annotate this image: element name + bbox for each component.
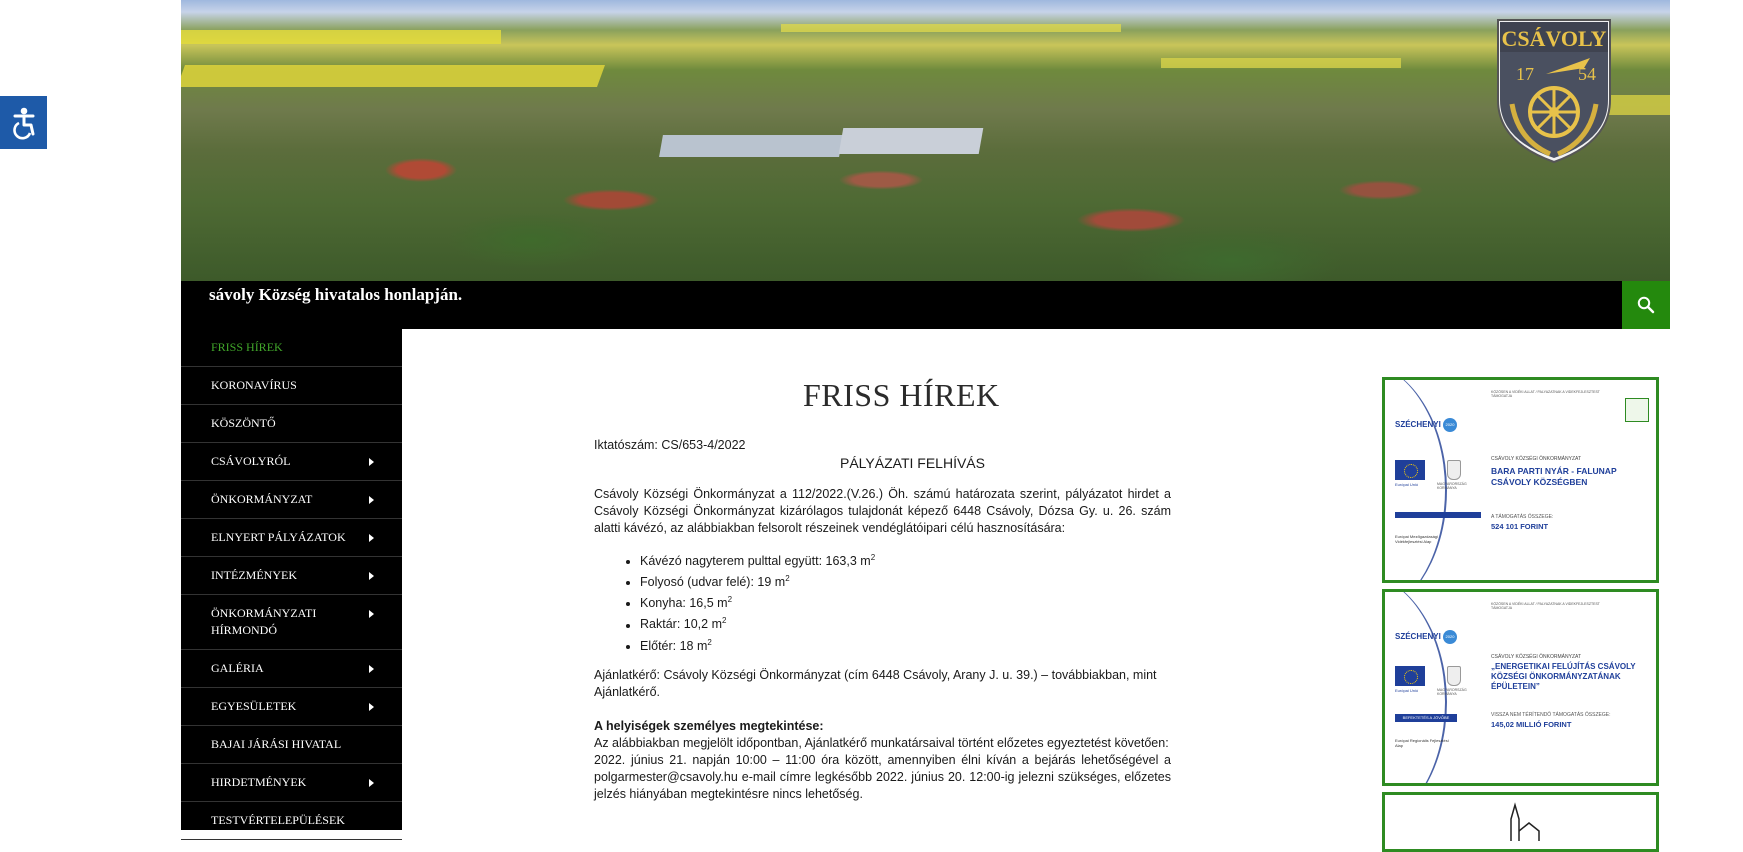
church-icon <box>1491 801 1551 841</box>
nav-item-bajai-jarasi-hivatal[interactable] <box>181 726 402 764</box>
szechenyi-badge: 2020 <box>1443 630 1457 644</box>
hungary-government-label: MAGYARORSZÁG KORMÁNYA <box>1437 482 1467 490</box>
poster-top-note: KÖZÖSEN A VIDÉKI ALLAT / PALYAZATNAK A VIDEKFEJLESZTEST TÁMOGATJA <box>1491 602 1600 610</box>
nav-item-label: CSÁVOLYRÓL <box>211 454 291 468</box>
submenu-arrow-icon <box>369 665 374 673</box>
szechenyi-brand: SZÉCHENYI <box>1395 420 1441 429</box>
main-content <box>402 329 1377 830</box>
list-item: • Kávézó nagyterem pulttal együtt: 163,3 $m^2$ <box>640 549 1171 570</box>
poster-amount-label: VISSZA NEM TÉRÍTENDŐ TÁMOGATÁS ÖSSZEGE: <box>1491 712 1611 718</box>
nav-item-friss-hirek[interactable] <box>181 329 402 367</box>
eu-fund-label: Európai Regionális Fejlesztési Alap <box>1395 738 1449 748</box>
project-poster-1[interactable] <box>1382 377 1659 583</box>
main-navigation <box>181 329 402 830</box>
visit-heading: A helyiségek személyes megtekintése: <box>594 718 824 733</box>
page-wrapper <box>181 0 1670 830</box>
eu-fund-label: Európai Mezőgazdasági Vidékfejlesztési Alap <box>1395 534 1438 544</box>
submenu-arrow-icon <box>369 779 374 787</box>
szechenyi-badge: 2020 <box>1443 418 1457 432</box>
requester-paragraph: Ajánlatkérő: Csávoly Községi Önkormányzat (cím 6448 Csávoly, Arany J. u. 39.) – továbbiakban, mint Ajánlatkérő. <box>594 667 1157 699</box>
search-icon <box>1637 296 1655 314</box>
welcome-marquee-text: sávoly Község hivatalos honlapján. <box>209 285 463 304</box>
nav-item-csavolyrol[interactable] <box>181 443 402 481</box>
poster-project-title: BARA PARTI NYÁR - FALUNAP CSÁVOLY KÖZSÉGBEN <box>1491 466 1617 487</box>
nav-item-testvertelepulesek[interactable] <box>181 802 402 840</box>
nav-item-galeria[interactable] <box>181 650 402 688</box>
nav-item-label: ÖNKORMÁNYZATI HÍRMONDÓ <box>211 606 317 637</box>
nav-item-label: KÖSZÖNTŐ <box>211 416 276 430</box>
nav-item-label: TESTVÉRTELEPÜLÉSEK <box>211 813 345 827</box>
visit-text-1: Az alábbiakban megjelölt időpontban, Ajánlatkérő munkatársaival történt előzetes egyeztetést követően: <box>594 735 1169 750</box>
nav-item-egyesuletek[interactable] <box>181 688 402 726</box>
list-item: • Konyha: 16,5 $m^2$ <box>640 591 1171 612</box>
nav-item-label: GALÉRIA <box>211 661 264 675</box>
hungary-crest-icon <box>1447 460 1461 480</box>
crest-year-left: 17 <box>1516 64 1534 84</box>
submenu-arrow-icon <box>369 458 374 466</box>
submenu-arrow-icon <box>369 572 374 580</box>
reference-number: Iktatószám: CS/653-4/2022 <box>594 438 746 452</box>
search-toggle-button[interactable] <box>1622 281 1670 329</box>
submenu-arrow-icon <box>369 610 374 618</box>
submenu-arrow-icon <box>369 703 374 711</box>
poster-organization: CSÁVOLY KÖZSÉGI ÖNKORMÁNYZAT <box>1491 456 1582 462</box>
nav-item-label: FRISS HÍREK <box>211 340 283 354</box>
project-poster-3[interactable] <box>1382 792 1659 852</box>
header-banner-image[interactable] <box>181 0 1670 281</box>
document-heading: PÁLYÁZATI FELHÍVÁS <box>840 455 985 471</box>
nav-item-label: KORONAVÍRUS <box>211 378 297 392</box>
eu-label: Európai Unió <box>1395 482 1419 487</box>
nav-item-intezmenyek[interactable] <box>181 557 402 595</box>
page-title: FRISS HÍREK <box>803 377 1000 413</box>
nav-item-label: HIRDETMÉNYEK <box>211 775 307 789</box>
hungary-crest-icon <box>1447 666 1461 686</box>
szechenyi-brand: SZÉCHENYI <box>1395 632 1441 641</box>
widget-area <box>1382 377 1659 852</box>
submenu-arrow-icon <box>369 534 374 542</box>
poster-top-note: KÖZÖSEN A VIDÉKI ALLAT / PALYAZATNAK A VIDEKFEJLESZTEST TÁMOGATJA <box>1491 390 1600 398</box>
announcement-document <box>594 437 1171 803</box>
crest-name: CSÁVOLY <box>1501 26 1607 51</box>
room-list <box>594 549 1171 655</box>
intro-paragraph: Csávoly Községi Önkormányzat a 112/2022.(V.26.) Öh. számú határozata szerint, pályázatot hirdet a Csávoly Községi Önkormányzat kizárólagos tulajdonát képező 6448 Csávoly, Dózsa Gy. u. 26. szám alatti kávézó, az alábbiakban felsorolt részeinek vendéglátóipari célú hasznosítására: <box>594 487 1171 535</box>
top-bar <box>181 281 1670 329</box>
accessibility-toggle-button[interactable] <box>0 96 47 149</box>
visit-text-2: 2022. június 21. napján 10:00 – 11:00 óra között, amennyiben élni kíván a bejárás lehetőségével a polgarmester@csavoly.hu e-mail címre legkésőbb 2022. június 20. 12:00-ig jelezni szükséges, előzetes jelzés hiányában megtekintésre nincs lehetőség. <box>594 752 1171 801</box>
village-crest-logo[interactable] <box>1494 16 1614 164</box>
leader-logo-icon <box>1625 398 1649 422</box>
list-item: • Raktár: 10,2 $m^2$ <box>640 612 1171 633</box>
poster-amount: 524 101 FORINT <box>1491 522 1549 531</box>
investment-badge: BEFEKTETÉS A JÖVŐBE <box>1395 714 1457 722</box>
crest-year-right: 54 <box>1578 64 1596 84</box>
poster-amount: 145,02 MILLIÓ FORINT <box>1491 720 1572 729</box>
list-item: • Folyosó (udvar felé): 19 $m^2$ <box>640 570 1171 591</box>
nav-item-label: ÖNKORMÁNYZAT <box>211 492 313 506</box>
accessibility-icon <box>9 106 39 140</box>
nav-item-label: BAJAI JÁRÁSI HIVATAL <box>211 737 342 751</box>
hungary-government-label: MAGYARORSZÁG KORMÁNYA <box>1437 688 1467 696</box>
eu-flag-icon <box>1395 460 1425 480</box>
nav-item-label: EGYESÜLETEK <box>211 699 297 713</box>
eu-label: Európai Unió <box>1395 688 1419 693</box>
poster-project-title: „ENERGETIKAI FELÚJÍTÁS CSÁVOLY KÖZSÉGI ÖNKORMÁNYZATÁNAK ÉPÜLETEIN” <box>1491 662 1636 691</box>
nav-item-label: ELNYERT PÁLYÁZATOK <box>211 530 346 544</box>
nav-item-koszonto[interactable] <box>181 405 402 443</box>
nav-item-onkormanyzat[interactable] <box>181 481 402 519</box>
project-poster-2[interactable] <box>1382 589 1659 786</box>
poster-organization: CSÁVOLY KÖZSÉGI ÖNKORMÁNYZAT <box>1491 654 1582 660</box>
list-item: • Előtér: 18 $m^2$ <box>640 634 1171 655</box>
eu-flag-icon <box>1395 666 1425 686</box>
nav-item-koronavirus[interactable] <box>181 367 402 405</box>
poster-amount-label: A TÁMOGATÁS ÖSSZEGE: <box>1491 514 1554 520</box>
nav-item-elnyert-palyazatok[interactable] <box>181 519 402 557</box>
submenu-arrow-icon <box>369 496 374 504</box>
nav-item-onkormanyzati-hirmondo[interactable] <box>181 595 402 650</box>
nav-item-label: INTÉZMÉNYEK <box>211 568 297 582</box>
nav-item-hirdetmenyek[interactable] <box>181 764 402 802</box>
